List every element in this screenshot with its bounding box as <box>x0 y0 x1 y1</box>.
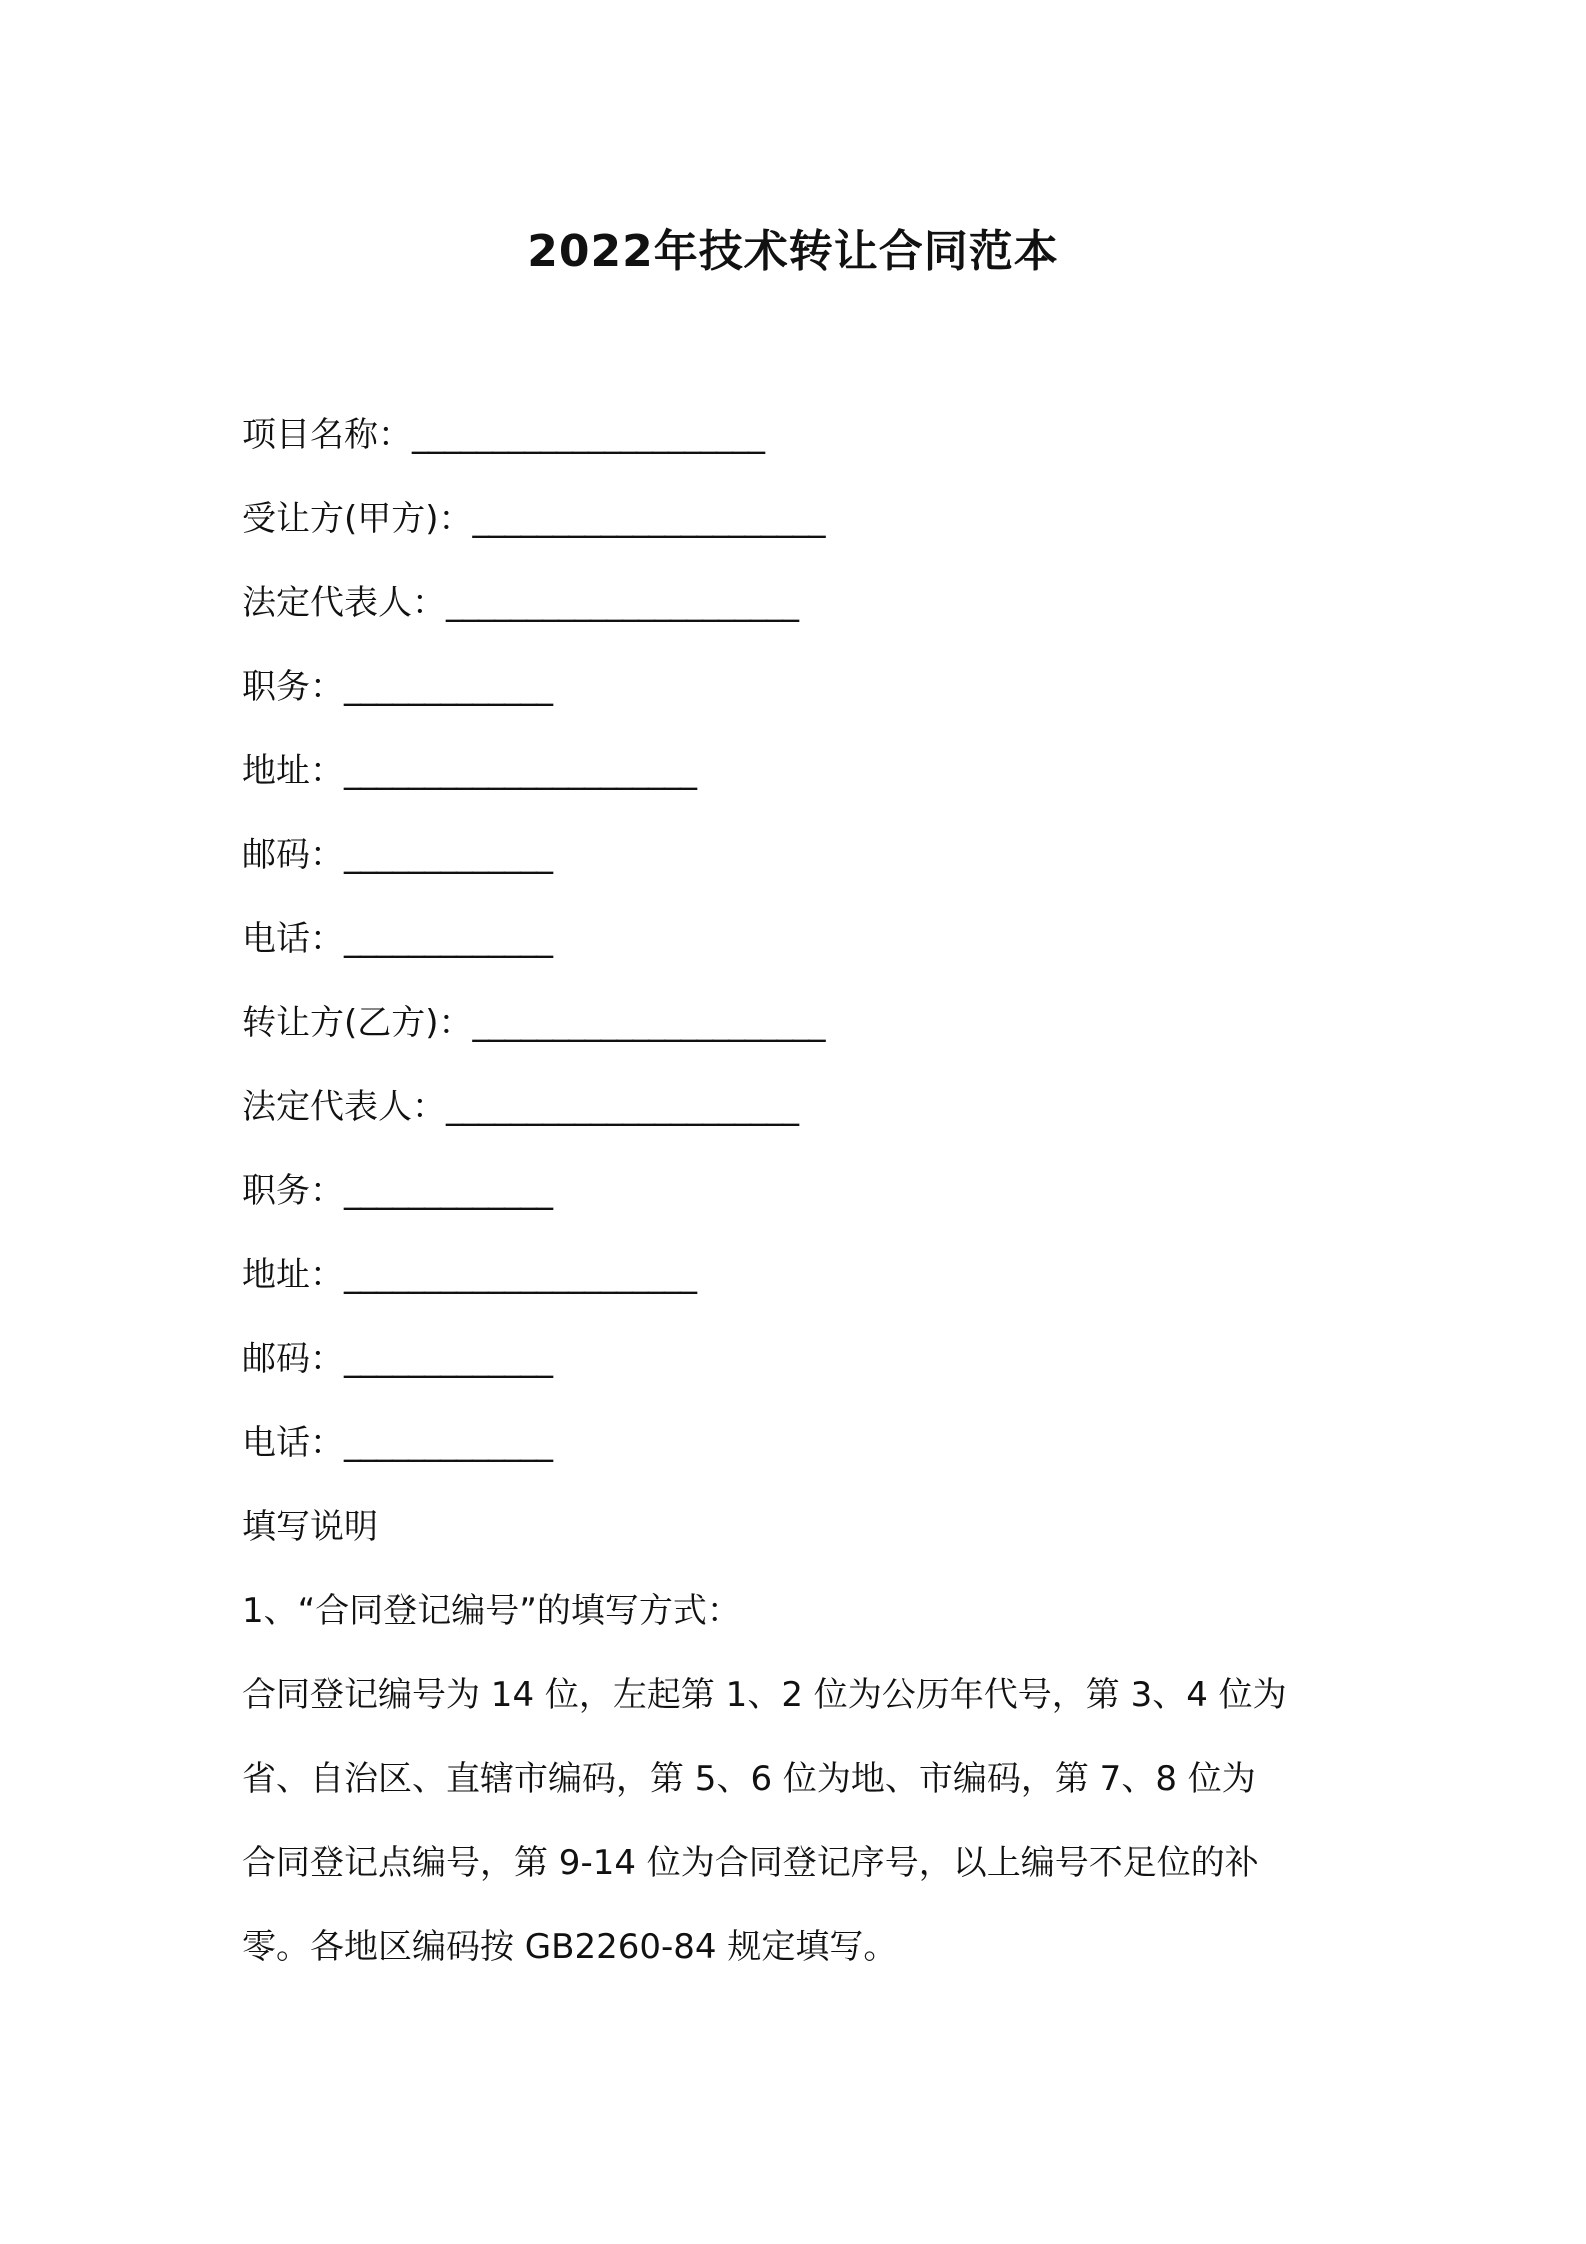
field-blank-line: ______________________ <box>472 499 825 539</box>
field-colon: ： <box>310 1255 344 1295</box>
paragraph-line: 合同登记编号为 14 位，左起第 1、2 位为公历年代号，第 3、4 位为 <box>242 1675 1287 1715</box>
field-colon: ： <box>412 1087 446 1127</box>
field-blank-line: ______________________ <box>446 583 798 623</box>
paragraph-line: 合同登记点编号，第 9-14 位为合同登记序号，以上编号不足位的补 <box>242 1843 1259 1883</box>
field-colon: ： <box>412 583 446 623</box>
field-label: 地址 <box>242 1255 310 1295</box>
field-blank-line: ______________________ <box>344 1255 696 1295</box>
field-postcode-a <box>242 833 552 877</box>
field-blank-line: ______________________ <box>472 1003 825 1043</box>
field-phone-a <box>242 917 552 961</box>
field-position-a <box>242 665 552 709</box>
field-legal-rep-b <box>242 1085 798 1129</box>
field-colon: ： <box>310 1339 344 1379</box>
field-colon: ： <box>310 835 344 875</box>
field-position-b <box>242 1169 552 1213</box>
field-colon: ： <box>310 1171 344 1211</box>
instructions-item-title: 1、“合同登记编号”的填写方式： <box>242 1591 741 1631</box>
field-blank-line: _____________ <box>344 1423 552 1463</box>
field-label: 电话 <box>242 919 310 959</box>
field-label: 法定代表人 <box>242 1087 412 1127</box>
field-blank-line: _____________ <box>344 919 552 959</box>
paragraph-line: 零。各地区编码按 GB2260-84 规定填写。 <box>242 1927 898 1967</box>
field-transferee <box>242 497 825 541</box>
field-colon: ： <box>310 919 344 959</box>
field-label: 职务 <box>242 667 310 707</box>
field-colon: ： <box>310 1423 344 1463</box>
field-phone-b <box>242 1421 552 1465</box>
field-label: 职务 <box>242 1171 310 1211</box>
field-transferor <box>242 1001 825 1045</box>
field-blank-line: ______________________ <box>344 751 696 791</box>
field-label: 电话 <box>242 1423 310 1463</box>
field-colon: ： <box>438 1003 473 1043</box>
field-address-a <box>242 749 696 793</box>
field-colon: ： <box>310 751 344 791</box>
field-address-b <box>242 1253 696 1297</box>
field-blank-line: _____________ <box>344 835 552 875</box>
field-label: 法定代表人 <box>242 583 412 623</box>
field-label: 地址 <box>242 751 310 791</box>
field-colon: ： <box>378 415 412 455</box>
field-blank-line: _____________ <box>344 667 552 707</box>
field-colon: ： <box>438 499 473 539</box>
field-blank-line: _____________ <box>344 1339 552 1379</box>
field-label: 受让方(甲方) <box>242 499 439 539</box>
field-colon: ： <box>310 667 344 707</box>
field-postcode-b <box>242 1337 552 1381</box>
paragraph-line: 省、自治区、直辖市编码，第 5、6 位为地、市编码，第 7、8 位为 <box>242 1759 1256 1799</box>
document-title: 2022年技术转让合同范本 <box>527 226 1059 277</box>
instructions-heading: 填写说明 <box>242 1507 378 1547</box>
field-blank-line: ______________________ <box>412 415 764 455</box>
field-legal-rep-a <box>242 581 798 625</box>
field-blank-line: ______________________ <box>446 1087 798 1127</box>
field-blank-line: _____________ <box>344 1171 552 1211</box>
field-label: 邮码 <box>242 835 310 875</box>
field-label: 邮码 <box>242 1339 310 1379</box>
field-label: 项目名称 <box>242 415 378 455</box>
field-project-name <box>242 413 764 457</box>
field-label: 转让方(乙方) <box>242 1003 439 1043</box>
